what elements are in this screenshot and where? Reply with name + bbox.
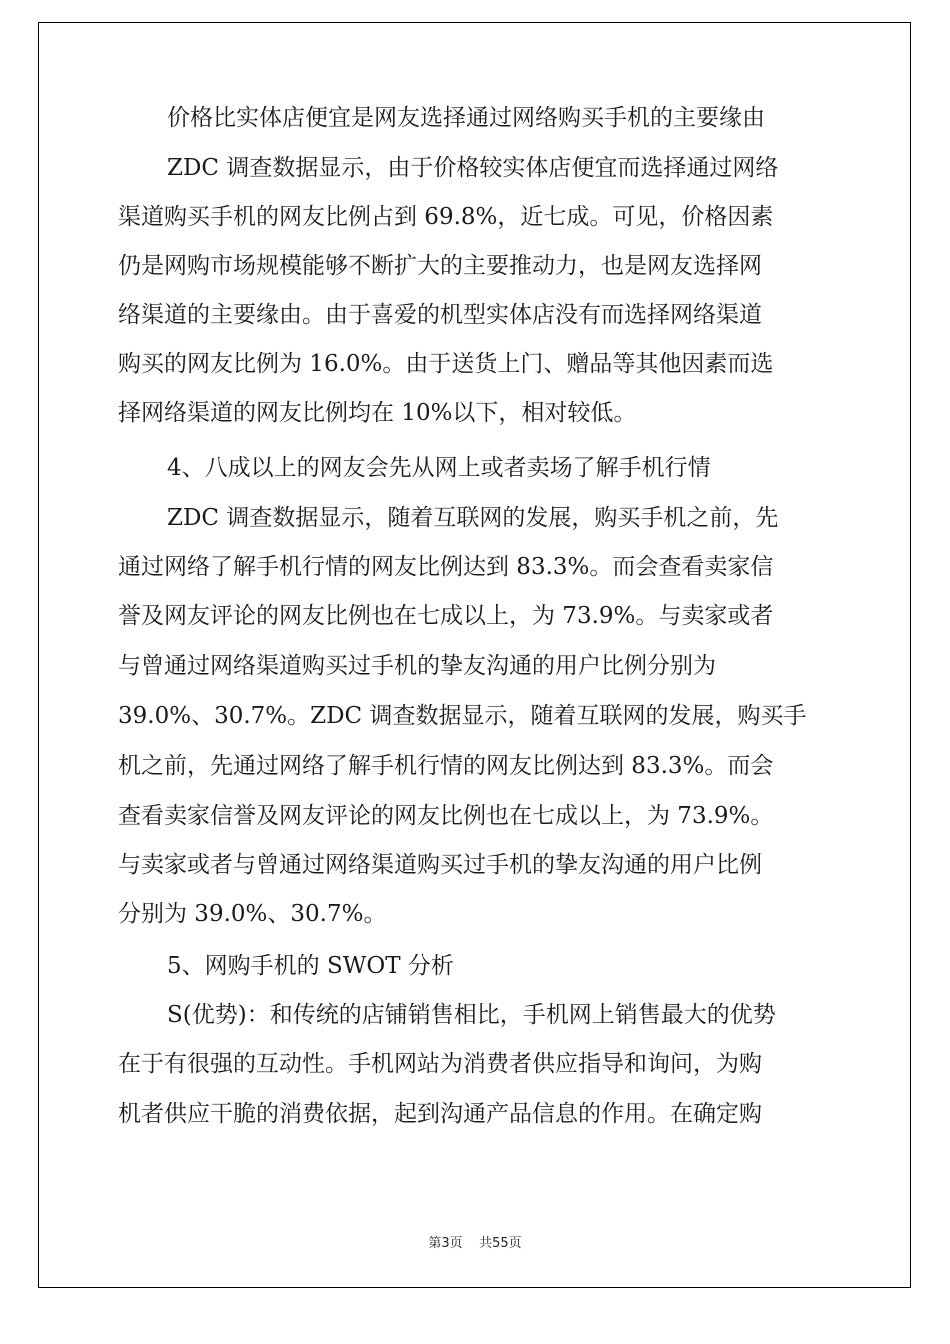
body-line: 络渠道的主要缘由。由于喜爱的机型实体店没有而选择网络渠道 bbox=[118, 302, 762, 328]
body-line: 购买的网友比例为 16.0%。由于送货上门、赠品等其他因素而选 bbox=[118, 351, 774, 377]
body-line: 在于有很强的互动性。手机网站为消费者供应指导和询问，为购 bbox=[118, 1051, 762, 1077]
body-line: 机之前，先通过网络了解手机行情的网友比例达到 83.3%。而会 bbox=[118, 753, 774, 779]
body-line: 与曾通过网络渠道购买过手机的挚友沟通的用户比例分别为 bbox=[118, 653, 716, 679]
body-line: 仍是网购市场规模能够不断扩大的主要推动力，也是网友选择网 bbox=[118, 253, 762, 279]
body-line: 通过网络了解手机行情的网友比例达到 83.3%。而会查看卖家信 bbox=[118, 554, 774, 580]
body-line: S(优势)：和传统的店铺销售相比，手机网上销售最大的优势 bbox=[167, 1002, 776, 1028]
body-line: 渠道购买手机的网友比例占到 69.8%，近七成。可见，价格因素 bbox=[118, 204, 774, 230]
section-heading-4: 4、八成以上的网友会先从网上或者卖场了解手机行情 bbox=[167, 455, 711, 481]
body-line: ZDC 调查数据显示，随着互联网的发展，购买手机之前，先 bbox=[167, 505, 779, 531]
body-line: 誉及网友评论的网友比例也在七成以上，为 73.9%。与卖家或者 bbox=[118, 603, 774, 629]
body-line: 机者供应干脆的消费依据，起到沟通产品信息的作用。在确定购 bbox=[118, 1101, 762, 1127]
body-line: 查看卖家信誉及网友评论的网友比例也在七成以上，为 73.9%。 bbox=[118, 803, 774, 829]
section-heading-5: 5、网购手机的 SWOT 分析 bbox=[167, 953, 454, 979]
body-line: 择网络渠道的网友比例均在 10%以下，相对较低。 bbox=[118, 400, 637, 426]
body-line: ZDC 调查数据显示，由于价格较实体店便宜而选择通过网络 bbox=[167, 155, 779, 181]
body-line: 分别为 39.0%、30.7%。 bbox=[118, 901, 387, 927]
page-number: 第3页 共55页 bbox=[428, 1236, 522, 1251]
body-line: 39.0%、30.7%。ZDC 调查数据显示，随着互联网的发展，购买手 bbox=[118, 703, 807, 729]
heading-price-reason: 价格比实体店便宜是网友选择通过网络购买手机的主要缘由 bbox=[167, 105, 765, 131]
body-line: 与卖家或者与曾通过网络渠道购买过手机的挚友沟通的用户比例 bbox=[118, 852, 762, 878]
